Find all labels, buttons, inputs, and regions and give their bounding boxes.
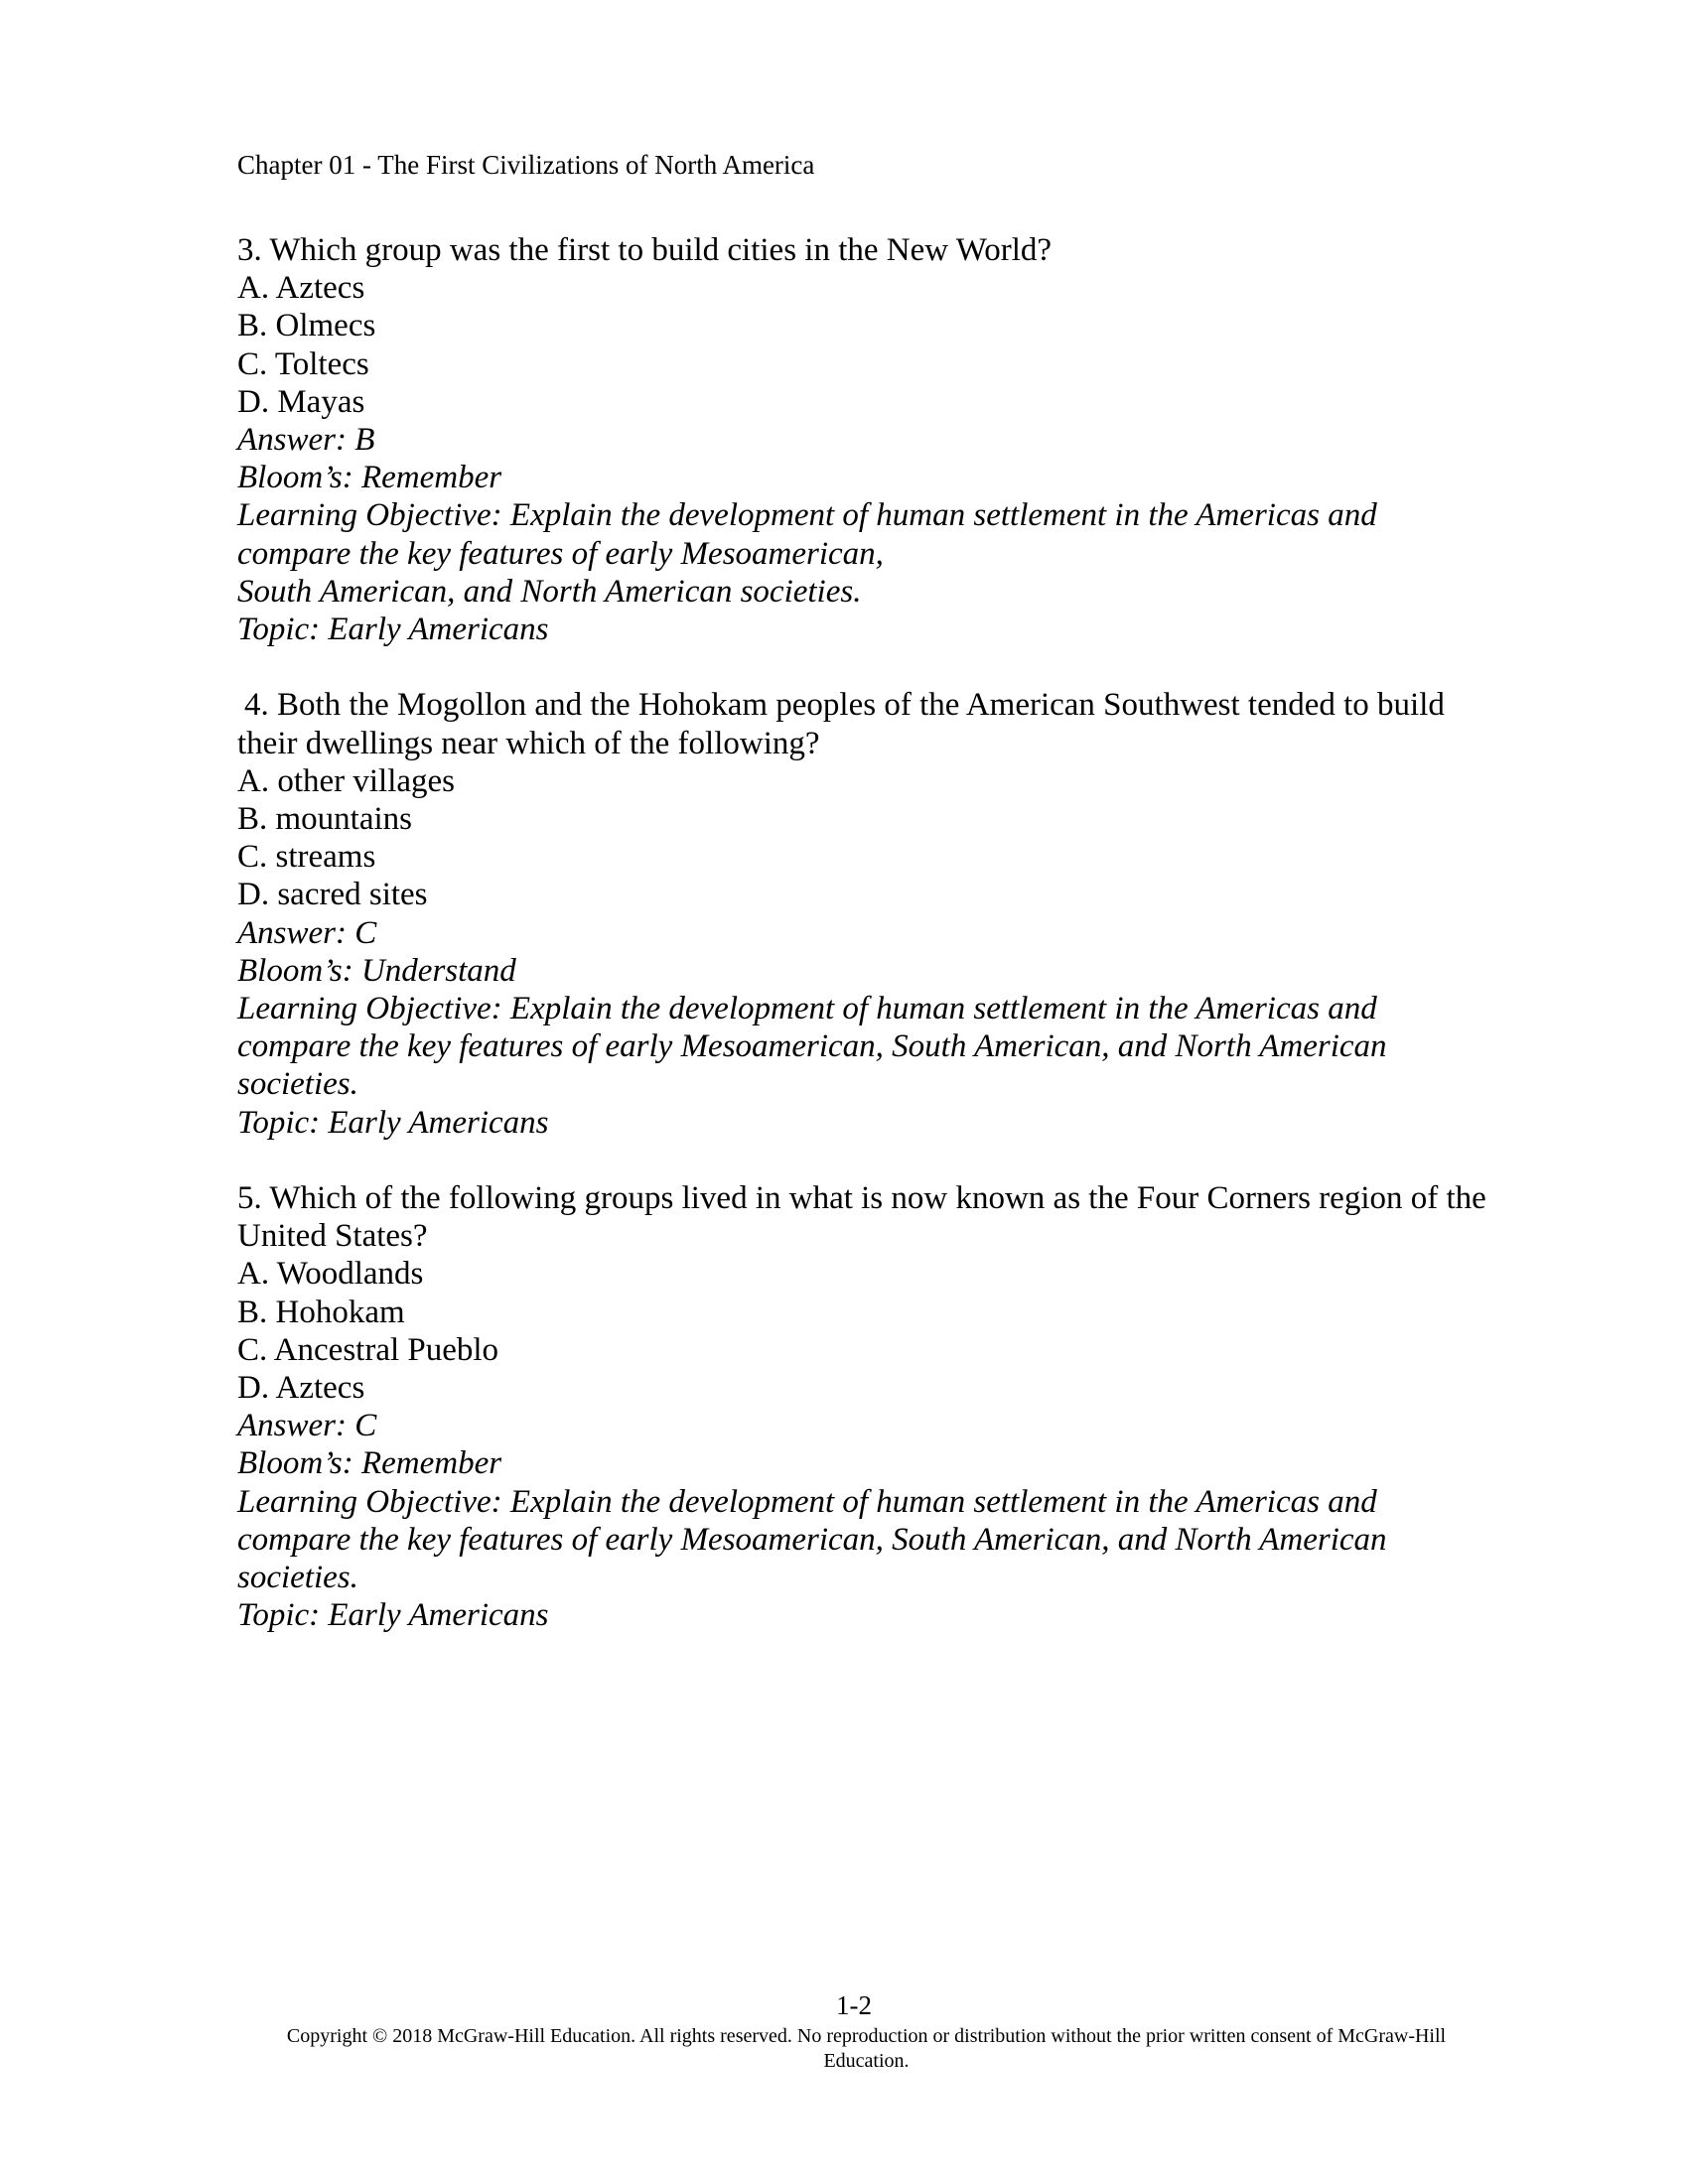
answer-text: Answer: C xyxy=(237,914,377,951)
page-number: 1-2 xyxy=(836,1990,872,2020)
option-d: D. Mayas xyxy=(237,383,365,420)
learning-objective-line: compare the key features of early Mesoamerican, South American, and North American xyxy=(237,1521,1387,1558)
learning-objective-line: Learning Objective: Explain the development of human settlement in the Americas and xyxy=(237,497,1377,534)
option-c: C. streams xyxy=(237,839,376,876)
option-d: D. sacred sites xyxy=(237,877,428,913)
learning-objective-line: societies. xyxy=(237,1066,358,1103)
blooms-text: Bloom’s: Understand xyxy=(237,952,516,989)
learning-objective-line: compare the key features of early Mesoamerican, South American, and North American xyxy=(237,1028,1387,1065)
learning-objective-line: Learning Objective: Explain the development of human settlement in the Americas and xyxy=(237,1483,1377,1520)
topic-text: Topic: Early Americans xyxy=(237,612,549,648)
blooms-text: Bloom’s: Remember xyxy=(237,1445,502,1482)
option-b: B. mountains xyxy=(237,801,413,838)
question-item-3 xyxy=(237,231,1488,648)
option-c: C. Toltecs xyxy=(237,345,369,382)
learning-objective-line: compare the key features of early Mesoamerican, xyxy=(237,535,884,572)
option-a: A. Aztecs xyxy=(237,270,365,307)
copyright-notice: Copyright © 2018 McGraw-Hill Education. All rights reserved. No reproduction or distribution without the prior written consent of McGraw-Hill Education. xyxy=(286,2025,1447,2072)
learning-objective-line: Learning Objective: Explain the development of human settlement in the Americas and xyxy=(237,991,1377,1027)
answer-text: Answer: C xyxy=(237,1408,377,1444)
blooms-text: Bloom’s: Remember xyxy=(237,460,502,496)
question-stem: 3. Which group was the first to build cities in the New World? xyxy=(237,232,1053,268)
question-item-5 xyxy=(237,1179,1488,1634)
question-item-4 xyxy=(237,686,1488,1141)
option-c: C. Ancestral Pueblo xyxy=(237,1331,499,1368)
option-d: D. Aztecs xyxy=(237,1370,365,1407)
learning-objective-line: societies. xyxy=(237,1560,358,1596)
learning-objective-line: South American, and North American societies. xyxy=(237,573,862,610)
question-stem: 4. Both the Mogollon and the Hohokam peoples of the American Southwest tended to build their dwellings near which of the following? xyxy=(237,687,1445,761)
topic-text: Topic: Early Americans xyxy=(237,1597,549,1634)
page-footer xyxy=(0,1990,1688,2074)
option-b: B. Olmecs xyxy=(237,308,376,344)
chapter-header: Chapter 01 - The First Civilizations of North America xyxy=(237,150,815,180)
option-a: A. Woodlands xyxy=(237,1256,424,1293)
option-b: B. Hohokam xyxy=(237,1294,405,1330)
question-stem: 5. Which of the following groups lived in what is now known as the Four Corners region of the United States? xyxy=(237,1180,1486,1255)
answer-text: Answer: B xyxy=(237,422,375,459)
topic-text: Topic: Early Americans xyxy=(237,1104,549,1141)
question-list xyxy=(237,231,1488,1673)
option-a: A. other villages xyxy=(237,762,456,799)
